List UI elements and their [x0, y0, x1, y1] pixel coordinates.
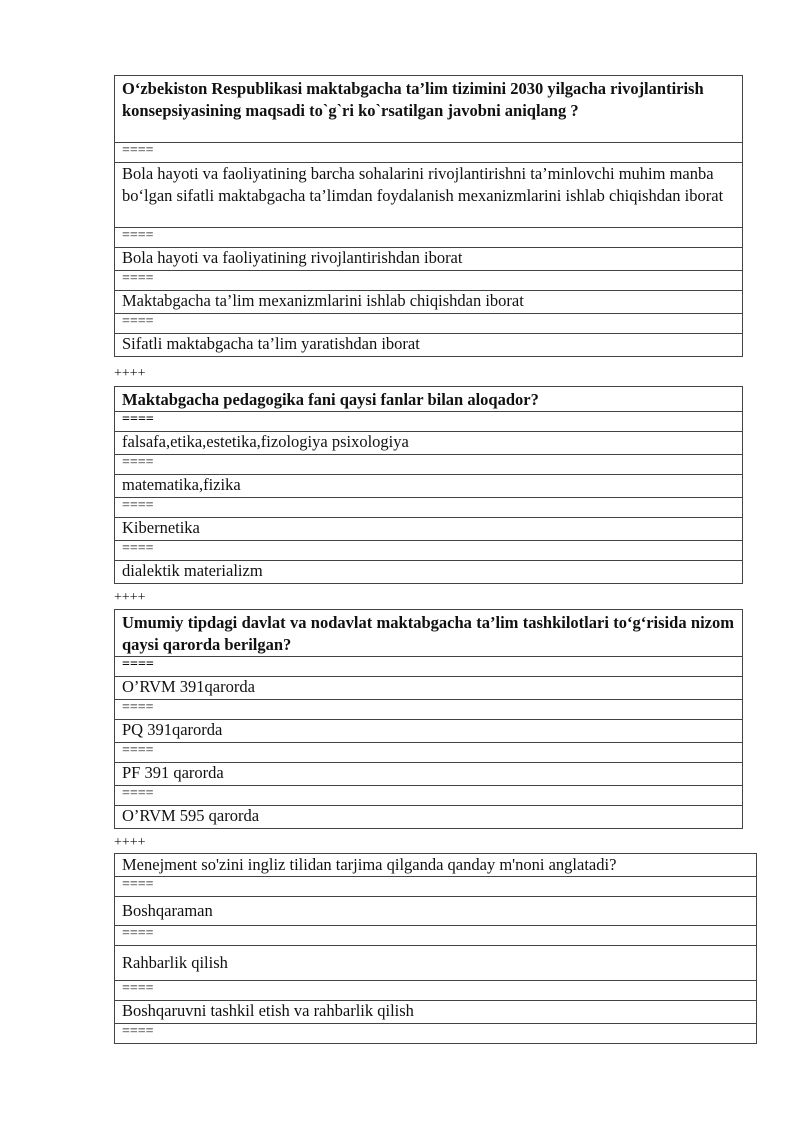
answer-option: Rahbarlik qilish [115, 946, 757, 981]
separator: ==== [115, 700, 743, 720]
question-block-4 [114, 853, 757, 1044]
question-block-3 [114, 609, 743, 829]
question-text: Maktabgacha pedagogika fani qaysi fanlar bilan aloqador? [115, 387, 743, 412]
answer-option: matematika,fizika [115, 475, 743, 498]
question-text: Menejment so'zini ingliz tilidan tarjima qilganda qanday m'noni anglatadi? [115, 854, 757, 877]
separator: ==== [115, 926, 757, 946]
question-text: O‘zbekiston Respublikasi maktabgacha ta’lim tizimini 2030 yilgacha rivojlantirish konsepsiyasining maqsadi to`g`ri ko`rsatilgan javobni aniqlang ? [115, 76, 743, 143]
answer-option: Kibernetika [115, 518, 743, 541]
separator: ==== [115, 412, 743, 432]
separator: ==== [115, 228, 743, 248]
answer-option: Maktabgacha ta’lim mexanizmlarini ishlab chiqishdan iborat [115, 291, 743, 314]
separator: ==== [115, 657, 743, 677]
separator: ==== [115, 541, 743, 561]
block-divider: ++++ [114, 835, 146, 850]
separator: ==== [115, 786, 743, 806]
answer-option: Sifatli maktabgacha ta’lim yaratishdan iborat [115, 334, 743, 357]
separator: ==== [115, 143, 743, 163]
answer-option: O’RVM 391qarorda [115, 677, 743, 700]
separator: ==== [115, 314, 743, 334]
answer-option: Boshqaruvni tashkil etish va rahbarlik qilish [115, 1001, 757, 1024]
answer-option: O’RVM 595 qarorda [115, 806, 743, 829]
answer-option: Bola hayoti va faoliyatining rivojlantirishdan iborat [115, 248, 743, 271]
separator: ==== [115, 981, 757, 1001]
question-text: Umumiy tipdagi davlat va nodavlat maktabgacha ta’lim tashkilotlari to‘g‘risida nizom qaysi qarorda berilgan? [115, 610, 743, 657]
answer-option: Boshqaraman [115, 897, 757, 926]
answer-option: PQ 391qarorda [115, 720, 743, 743]
separator: ==== [115, 498, 743, 518]
separator: ==== [115, 877, 757, 897]
answer-option: PF 391 qarorda [115, 763, 743, 786]
question-block-1 [114, 75, 743, 357]
block-divider: ++++ [114, 366, 146, 381]
question-block-2 [114, 386, 743, 584]
block-divider: ++++ [114, 590, 146, 605]
answer-option: dialektik materializm [115, 561, 743, 584]
answer-option: falsafa,etika,estetika,fizologiya psixologiya [115, 432, 743, 455]
separator: ==== [115, 1024, 757, 1044]
separator: ==== [115, 743, 743, 763]
separator: ==== [115, 455, 743, 475]
separator: ==== [115, 271, 743, 291]
answer-option: Bola hayoti va faoliyatining barcha sohalarini rivojlantirishni ta’minlovchi muhim manba bo‘lgan sifatli maktabgacha ta’limdan foydalanish mexanizmlarini ishlab chiqishdan iborat [115, 163, 743, 228]
